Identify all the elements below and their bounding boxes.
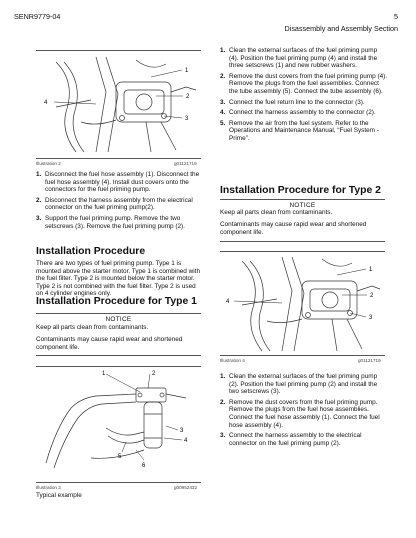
callout-1: 1: [102, 371, 106, 377]
fuel-filter-pump-drawing: [36, 368, 201, 480]
figure-3-illustration: [36, 368, 201, 480]
callout-6: 6: [142, 463, 146, 469]
notice-line-2: Contaminants may cause rapid wear and shortened component life.: [220, 221, 367, 236]
figure-3-ref: g00952432: [174, 485, 197, 490]
callout-1: 1: [185, 68, 189, 74]
list-item: 3. Connect the fuel return line to the connector (3).: [220, 98, 365, 106]
callout-3: 3: [180, 428, 184, 434]
callout-4: 4: [44, 100, 48, 106]
figure-3-subcaption: Typical example: [36, 492, 82, 499]
list-item: 5. Remove the air from the fuel system. Refer to the Operations and Maintenance Manual, “Fuel System - Prime”.: [220, 119, 379, 142]
callout-2: 2: [152, 371, 156, 377]
figure-2-caption: Illustration 2: [36, 161, 61, 166]
type1-steps: [220, 47, 388, 146]
figure-3-bottom-rule: [36, 482, 201, 483]
list-item: 3. Support the fuel priming pump. Remove the two setscrews (3). Remove the fuel priming pump (2).: [36, 214, 185, 230]
figure-2-illustration: [36, 52, 201, 156]
list-item: 2. Remove the dust covers from the fuel priming pump (4). Remove the plugs from the fuel assemblies. Connect the tube assembly (5). Connect the tube assembly (6).: [220, 72, 388, 95]
notice-title: NOTICE: [289, 202, 316, 209]
document-id: SENR9779-04: [14, 12, 61, 21]
removal-steps: [36, 171, 204, 233]
list-item: 1. Disconnect the fuel hose assembly (1). Disconnect the fuel hose assembly (4). Install dust covers onto the connectors for the fuel priming pump.: [36, 171, 200, 194]
figure-2-bottom-rule: [36, 158, 201, 159]
callout-2: 2: [370, 293, 374, 299]
callout-5: 5: [118, 454, 122, 460]
engine-fuel-pump-drawing: [220, 253, 385, 353]
callout-1: 1: [369, 267, 373, 273]
list-item: 2. Disconnect the harness assembly from the electrical connector on the fuel priming pump(2).: [36, 196, 193, 212]
figure-3-top-rule: [36, 366, 201, 367]
callout-4: 4: [226, 299, 230, 305]
figure-4-top-rule: [220, 251, 385, 252]
list-item: 1. Clean the external surfaces of the fuel priming pump (2). Position the fuel priming pump (2) and install the two setscrews (3).: [220, 373, 378, 396]
type1-heading: Installation Procedure for Type 1: [36, 296, 197, 307]
installation-heading: Installation Procedure: [36, 246, 146, 257]
figure-4-illustration: [220, 253, 385, 353]
callout-4: 4: [184, 438, 188, 444]
figure-4-caption: Illustration 4: [220, 358, 245, 363]
list-item: 1. Clean the external surfaces of the fuel priming pump (4). Position the fuel priming pump (4) and install the three setscrews (1) and new rubber washers.: [220, 47, 378, 70]
figure-4-ref: g01121719: [358, 358, 381, 363]
figure-4-bottom-rule: [220, 355, 385, 356]
page-number: 5: [394, 12, 398, 21]
notice-line-1: Keep all parts clean from contaminants.: [220, 209, 333, 216]
notice-line-1: Keep all parts clean from contaminants.: [36, 324, 149, 331]
callout-3: 3: [369, 315, 373, 321]
list-item: 3. Connect the harness assembly to the electrical connector on the fuel priming pump (2).: [220, 432, 362, 447]
notice-top-rule: [36, 313, 201, 314]
list-item: 4. Connect the harness assembly to the connector (2).: [220, 109, 376, 117]
notice-bottom-rule: [220, 241, 385, 242]
installation-intro: There are two types of fuel priming pump. Type 1 is mounted above the starter motor. Type 1 is combined with the fuel filter. Type 2 is mounted below the starter motor. Type 2 is not combined with the fuel filter. Type 2 is used on 4 cylinder engines only.: [36, 260, 200, 298]
type2-steps: [220, 373, 388, 450]
engine-fuel-pump-drawing: [36, 52, 201, 156]
callout-2: 2: [186, 94, 190, 100]
section-title: Disassembly and Assembly Section: [284, 24, 398, 33]
list-item: 2. Remove the dust covers from the fuel priming pump. Remove the plugs from the fuel hose assemblies. Connect the fuel hose assembly (1). Connect the fuel hose assembly (4).: [220, 398, 380, 429]
callout-3: 3: [185, 116, 189, 122]
figure-2-ref: g01121719: [174, 161, 197, 166]
notice-top-rule: [220, 199, 385, 200]
type2-heading: Installation Procedure for Type 2: [220, 185, 381, 196]
figure-3-caption: Illustration 3: [36, 485, 61, 490]
notice-line-2: Contaminants may cause rapid wear and shortened component life.: [36, 336, 183, 351]
notice-title: NOTICE: [105, 316, 132, 323]
figure-2-top-rule: [36, 50, 201, 51]
notice-bottom-rule: [36, 355, 201, 356]
